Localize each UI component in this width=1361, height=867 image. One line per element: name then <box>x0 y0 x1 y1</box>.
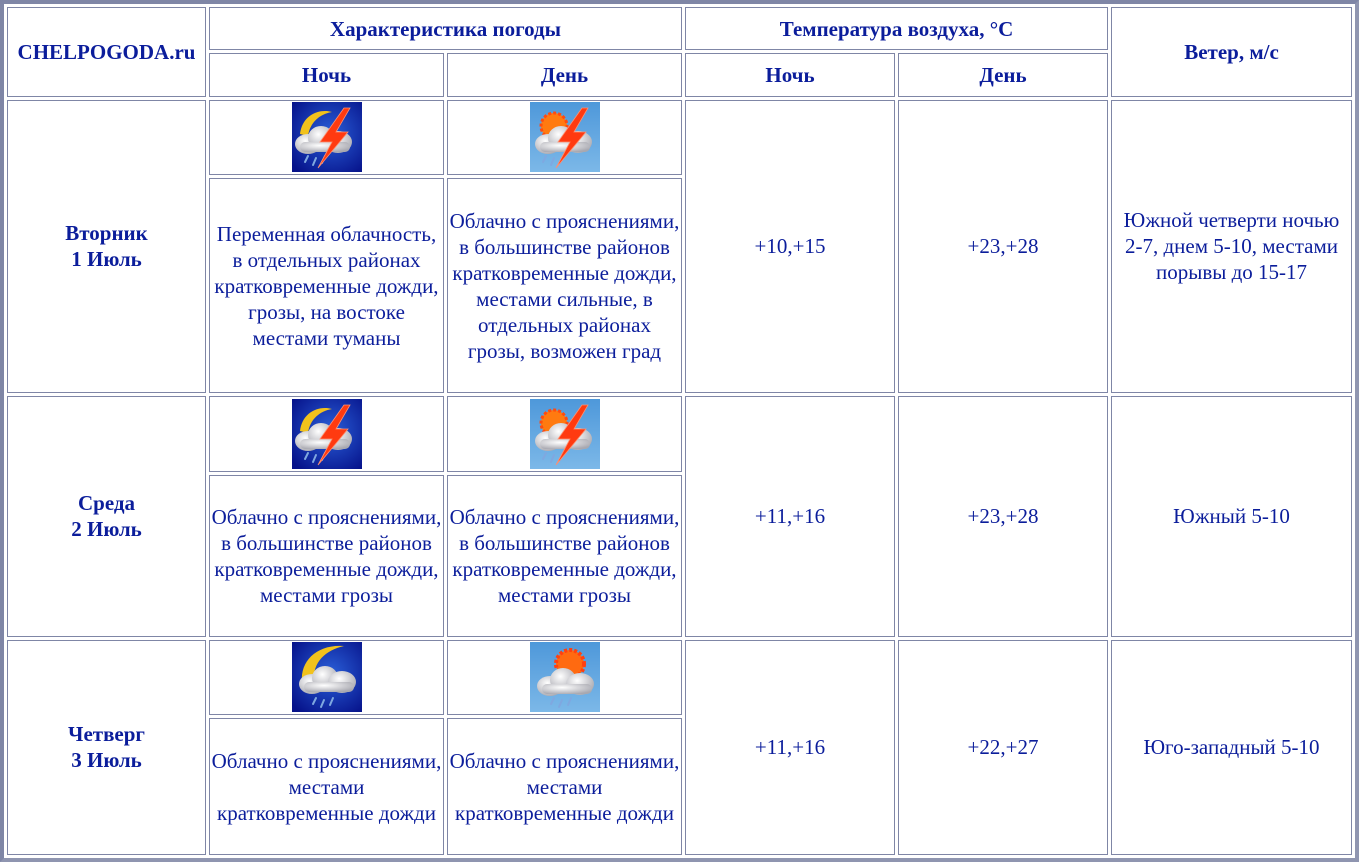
temp-day: +23,+28 <box>898 100 1108 394</box>
table-row <box>7 396 1352 471</box>
night-icon-cell <box>209 396 444 471</box>
date: 3 Июль <box>71 748 142 773</box>
night-icon-cell <box>209 640 444 715</box>
night-description: Облачно с прояснениями, в большинстве районов кратковременные дожди, местами грозы <box>209 475 444 637</box>
day-sun-cloud-thunderstorm-icon <box>530 102 600 172</box>
night-cloud-rain-icon <box>292 642 362 712</box>
day-icon-cell <box>447 640 682 715</box>
temp-night: +10,+15 <box>685 100 895 394</box>
day-label <box>7 640 206 855</box>
day-sun-cloud-rain-icon <box>530 642 600 712</box>
temp-night: +11,+16 <box>685 640 895 855</box>
wind-header: Ветер, м/с <box>1111 7 1352 97</box>
temp-night: +11,+16 <box>685 396 895 636</box>
temp-day-header: День <box>898 53 1108 96</box>
night-cloud-thunderstorm-icon <box>292 102 362 172</box>
day-description: Облачно с прояснениями, в большинстве районов кратковременные дожди, местами грозы <box>447 475 682 637</box>
site-logo: CHELPOGODA.ru <box>7 7 206 97</box>
temp-day: +22,+27 <box>898 640 1108 855</box>
day-description: Облачно с прояснениями, в большинстве районов кратковременные дожди, местами сильные, в отдельных районах грозы, возможен град <box>447 178 682 393</box>
day-label <box>7 396 206 636</box>
weather-characteristics-header: Характеристика погоды <box>209 7 682 50</box>
wind: Юго-западный 5-10 <box>1111 640 1352 855</box>
date: 1 Июль <box>71 247 142 272</box>
weather-night-header: Ночь <box>209 53 444 96</box>
temp-night-header: Ночь <box>685 53 895 96</box>
weather-day-header: День <box>447 53 682 96</box>
air-temperature-header: Температура воздуха, °C <box>685 7 1108 50</box>
table-row <box>7 100 1352 175</box>
night-cloud-thunderstorm-icon <box>292 399 362 469</box>
weekday: Среда <box>77 491 135 516</box>
wind: Южной четверти ночью 2-7, днем 5-10, местами порывы до 15-17 <box>1111 100 1352 394</box>
day-description: Облачно с прояснениями, местами кратковременные дожди <box>447 718 682 855</box>
night-description: Переменная облачность, в отдельных районах кратковременные дожди, грозы, на востоке местами туманы <box>209 178 444 393</box>
date: 2 Июль <box>71 517 142 542</box>
temp-day: +23,+28 <box>898 396 1108 636</box>
weekday: Вторник <box>65 221 148 246</box>
night-description: Облачно с прояснениями, местами кратковременные дожди <box>209 718 444 855</box>
day-label <box>7 100 206 394</box>
day-icon-cell <box>447 100 682 175</box>
night-icon-cell <box>209 100 444 175</box>
weekday: Четверг <box>68 722 145 747</box>
day-icon-cell <box>447 396 682 471</box>
table-row <box>7 640 1352 715</box>
wind: Южный 5-10 <box>1111 396 1352 636</box>
day-sun-cloud-thunderstorm-icon <box>530 399 600 469</box>
